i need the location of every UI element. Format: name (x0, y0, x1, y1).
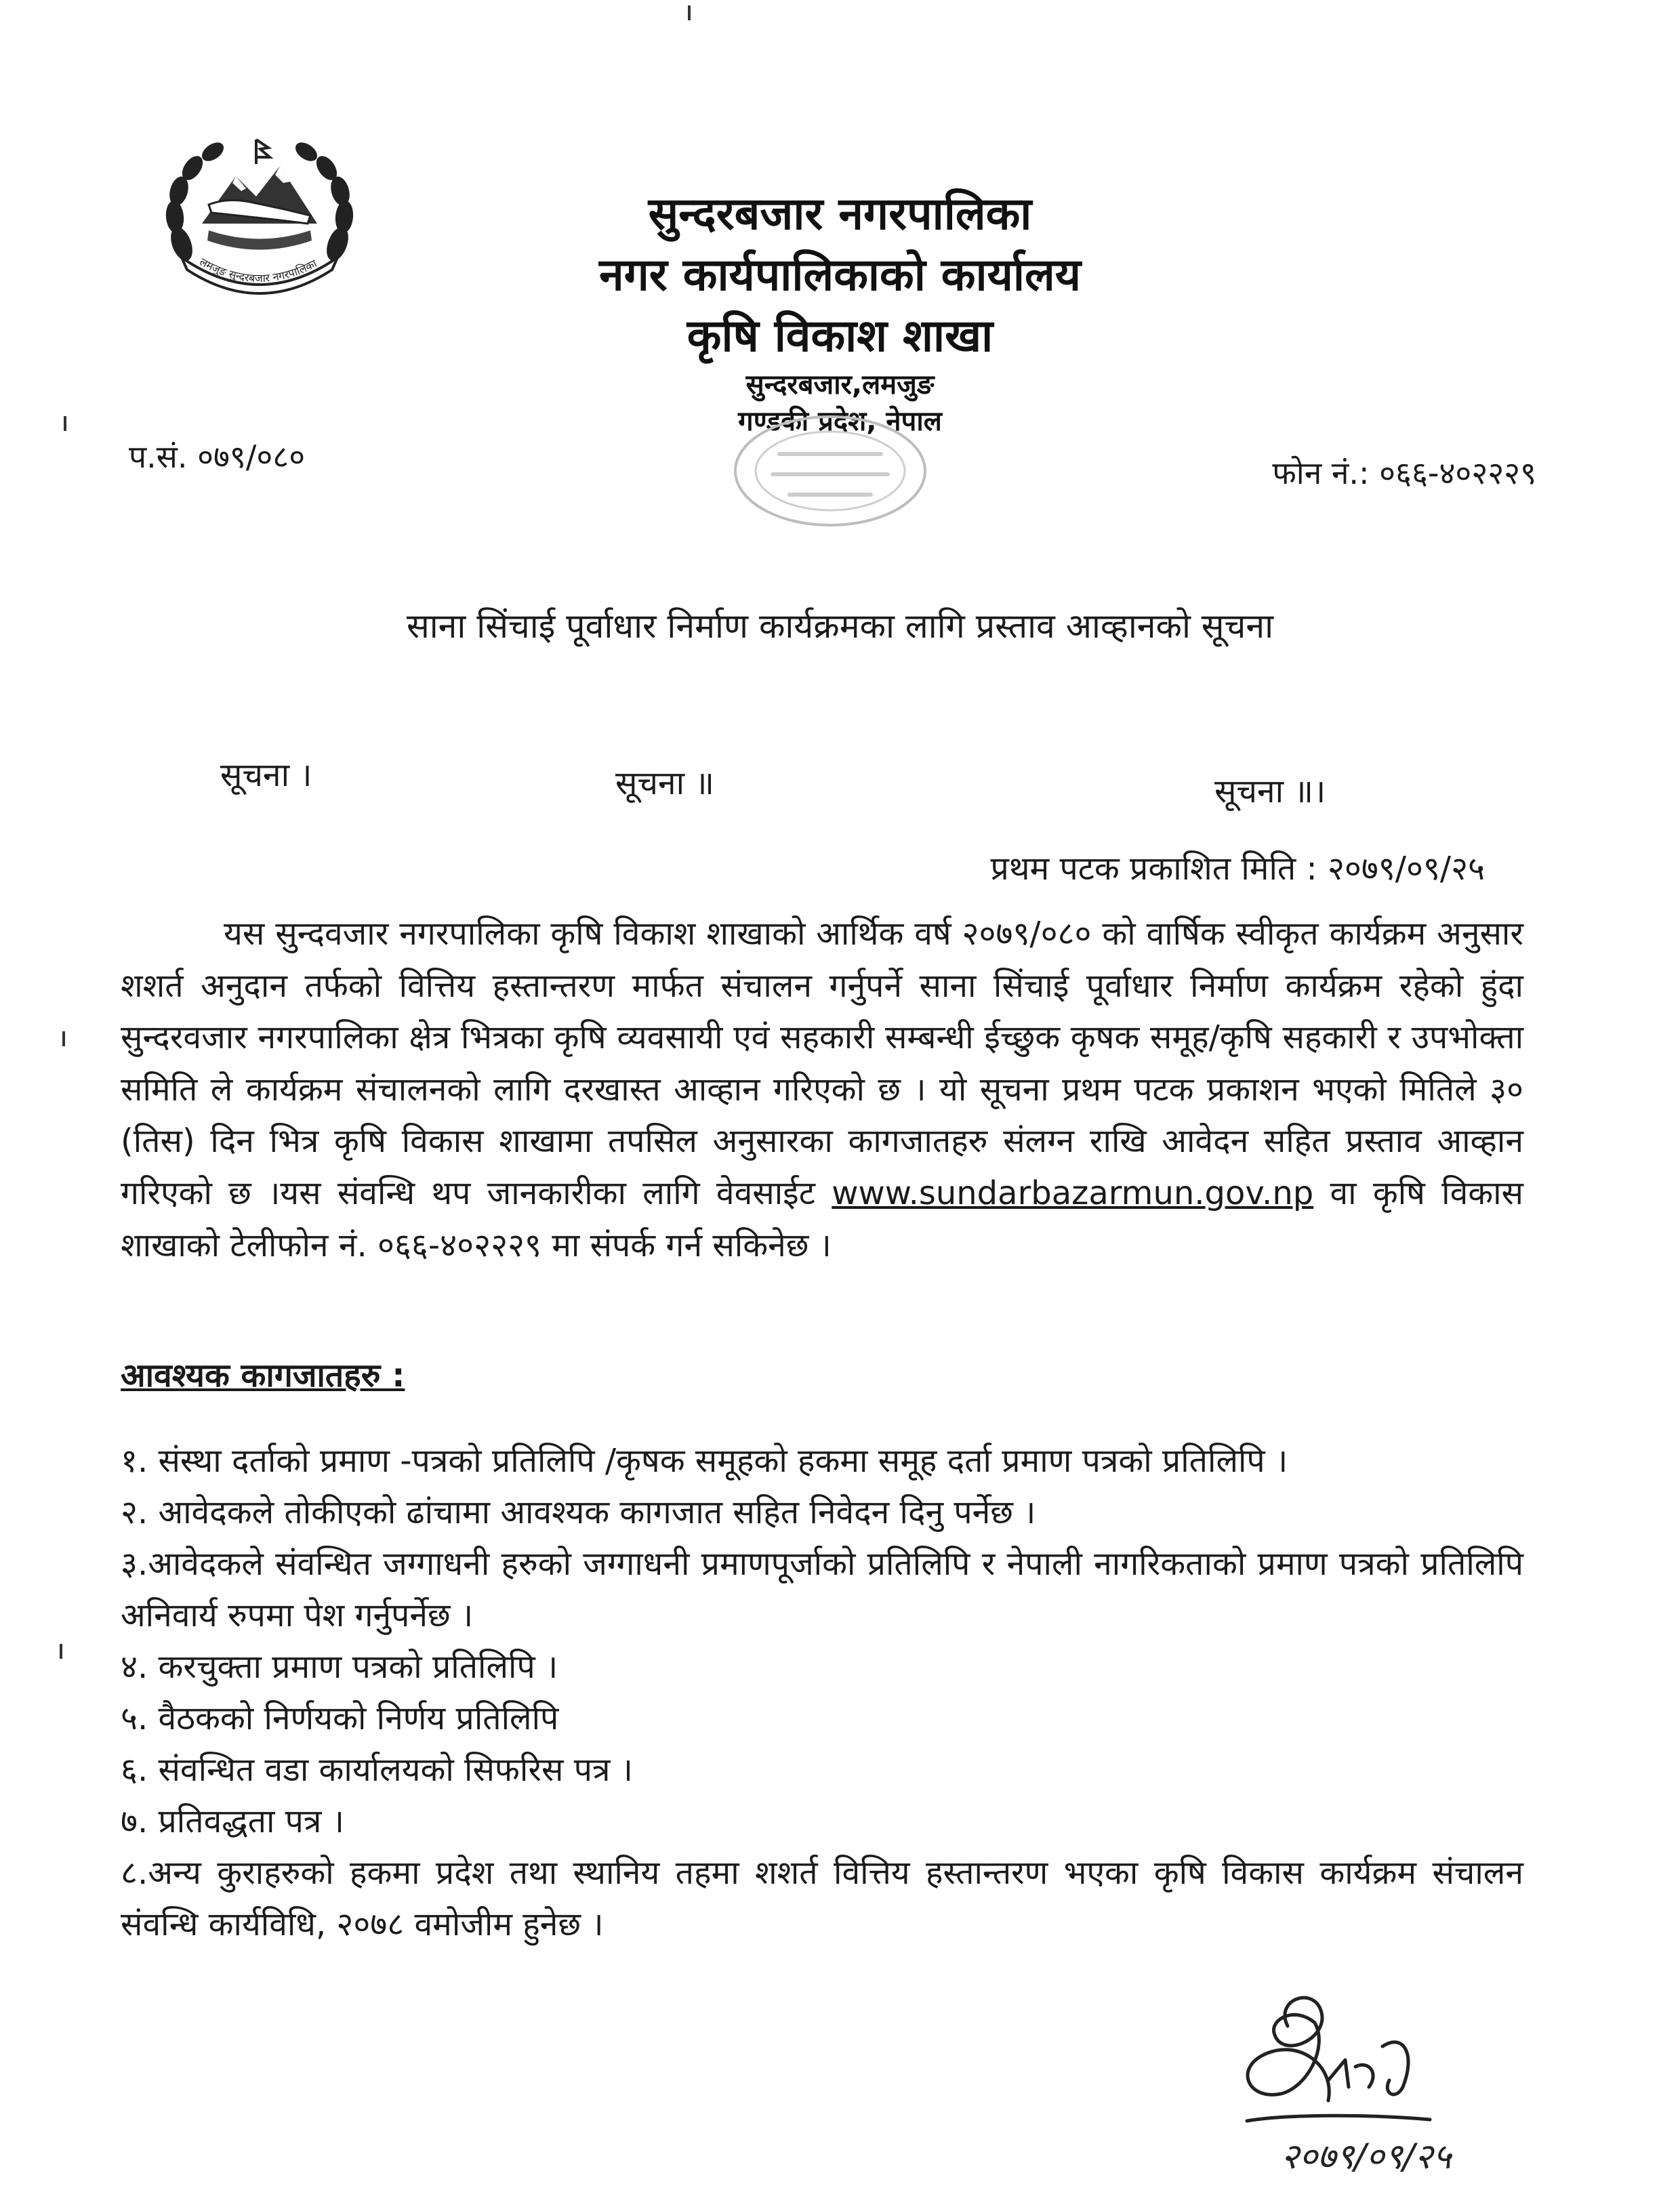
office-phone: फोन नं.: ०६६-४०२२२९ (1272, 455, 1536, 491)
address-line-2: गण्डकी प्रदेश, नेपाल (738, 406, 942, 437)
scan-speck (60, 1644, 62, 1659)
scan-speck (62, 1031, 65, 1046)
website-link[interactable]: www.sundarbazarmun.gov.np (832, 1174, 1314, 1212)
signature-icon (1111, 1985, 1532, 2188)
list-item: ३.आवेदकले संवन्धित जग्गाधनी हरुको जग्गाधनी प्रमाणपूर्जाको प्रतिलिपि र नेपाली नागरिकताको प्रमाण पत्रको प्रतिलिपि अनिवार्य रुपमा पेश गर्नुपर्नेछ । (121, 1545, 1523, 1634)
list-item: २. आवेदकले तोकीएको ढांचामा आवश्यक कागजात सहित निवेदन दिनु पर्नेछ । (121, 1493, 1036, 1531)
required-documents-heading: आवश्यक कागजातहरु : (121, 1357, 405, 1395)
notice-title: साना सिंचाई पूर्वाधार निर्माण कार्यक्रमका लागि प्रस्ताव आव्हानको सूचना (406, 606, 1274, 646)
list-item: १. संस्था दर्ताको प्रमाण -पत्रको प्रतिलिपि /कृषक समूहको हकमा समूह दर्ता प्रमाण पत्रको प्रतिलिपि । (121, 1442, 1288, 1480)
body-text-part-1: यस सुन्दवजार नगरपालिका कृषि विकाश शाखाको आर्थिक वर्ष २०७९/०८० को वार्षिक स्वीकृत कार्यक्रम अनुसार शशर्त अनुदान तर्फको वित्तिय हस्तान्तरण मार्फत संचालन गर्नुपर्ने साना सिंचाई पूर्वाधार निर्माण कार्यक्रम रहेको हुंदा सुन्दरवजार नगरपालिका क्षेत्र भित्रका कृषि व्यवसायी एवं सहकारी सम्बन्धी ईच्छुक कृषक समूह/कृषि सहकारी र उपभोक्ता समिति ले कार्यक्रम संचालनको लागि दरखास्त आव्हान गरिएको छ । यो सूचना प्रथम पटक प्रकाशन भएको मितिले ३० (तिस) दिन भित्र कृषि विकास शाखामा तपसिल अनुसारका कागजातहरु संलग्न राखि आवेदन सहित प्रस्ताव आव्हान गरिएको छ ।यस संवन्धि थप जानकारीका लागि वेवसाईट (121, 915, 1523, 1212)
notice-paragraph (121, 908, 1523, 1271)
municipality-name: सुन्दरबजार नगरपालिका (648, 188, 1032, 240)
reference-number: प.सं. ०७९/०८० (129, 438, 306, 475)
list-item: ६. संवन्धित वडा कार्यालयको सिफरिस पत्र । (121, 1751, 633, 1789)
notice-body (121, 908, 1523, 1271)
notice-label-2: सूचना ॥ (615, 764, 715, 802)
published-date: प्रथम पटक प्रकाशित मिति : २०७९/०९/२५ (990, 850, 1485, 888)
office-name: नगर कार्यपालिकाको कार्यालय (599, 249, 1081, 301)
list-item: ७. प्रतिवद्धता पत्र । (121, 1802, 344, 1840)
emblem-ribbon-text: लमजुङ सुन्दरबजार नगरपालिका (197, 255, 319, 285)
list-item: ४. करचुक्ता प्रमाण पत्रको प्रतिलिपि । (121, 1648, 558, 1686)
notice-label-3: सूचना ॥। (1214, 772, 1326, 810)
signature-date: २०७९/०९/२५ (1281, 2137, 1452, 2177)
list-item: ८.अन्य कुराहरुको हकमा प्रदेश तथा स्थानिय तहमा शशर्त वित्तिय हस्तान्तरण भएका कृषि विकास कार्यक्रम संचालन संवन्धि कार्यविधि, २०७८ वमोजीम हुनेछ । (121, 1854, 1523, 1943)
notice-label-1: सूचना । (220, 756, 312, 794)
list-item: ५. वैठकको निर्णयको निर्णय प्रतिलिपि (121, 1699, 559, 1737)
office-stamp-icon (725, 407, 935, 535)
scan-speck (64, 416, 66, 431)
section-name: कृषि विकाश शाखा (687, 310, 993, 362)
required-documents-list (121, 1435, 1523, 1950)
body-text-part-2: वा कृषि विकास शाखाको टेलीफोन नं. ०६६-४०२२२९ मा संपर्क गर्न सकिनेछ । (121, 1174, 1523, 1264)
scan-speck (688, 5, 691, 20)
address-line-1: सुन्दरबजार,लमजुङ (745, 369, 935, 400)
